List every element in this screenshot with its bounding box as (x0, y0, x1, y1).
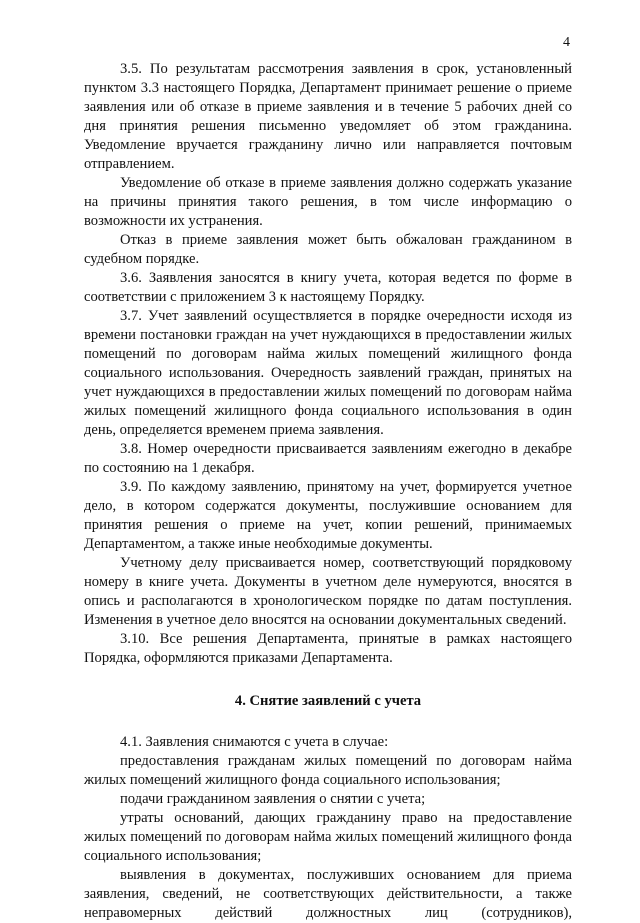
page-number: 4 (563, 35, 570, 50)
paragraph: 3.7. Учет заявлений осуществляется в порядке очередности исходя из времени постановки граждан на учет нуждающихся в предоставлении жилых помещений по договорам найма жилых помещений жилищного фонда социального использования. Очередность заявлений граждан, принятых на учет нуждающихся в предоставлении жилых помещений по договорам найма жилых помещений жилищного фонда социального использования в один день, определяется временем приема заявления. (84, 308, 572, 438)
paragraph: подачи гражданином заявления о снятии с учета; (120, 791, 426, 807)
paragraph: утраты оснований, дающих гражданину право на предоставление жилых помещений по договорам найма жилых помещений жилищного фонда социального использования; (84, 810, 572, 864)
paragraph: 3.8. Номер очередности присваивается заявлениям ежегодно в декабре по состоянию на 1 декабря. (84, 441, 572, 476)
paragraph: Учетному делу присваивается номер, соответствующий порядковому номеру в книге учета. Документы в учетном деле нумеруются, вносятся в опись и располагаются в хронологическом порядке по датам поступления. Изменения в учетное дело вносятся на основании документальных сведений. (84, 555, 572, 628)
paragraph: 3.9. По каждому заявлению, принятому на учет, формируется учетное дело, в котором содержатся документы, послужившие основанием для принятия решения о приеме на учет, копии решений, принимаемых Департаментом, а также иные необходимые документы. (84, 479, 572, 552)
paragraph: предоставления гражданам жилых помещений по договорам найма жилых помещений жилищного фонда социального использования; (84, 753, 572, 788)
paragraph: 3.10. Все решения Департамента, принятые в рамках настоящего Порядка, оформляются приказами Департамента. (84, 631, 572, 666)
paragraph: 4.1. Заявления снимаются с учета в случае: (120, 734, 389, 750)
paragraph: выявления в документах, послуживших основанием для приема заявления, сведений, не соответствующих действительности, а также неправомерных действий должностных лиц (сотрудников), (84, 867, 572, 921)
paragraph: 3.5. По результатам рассмотрения заявления в срок, установленный пунктом 3.3 настоящего Порядка, Департамент принимает решение о приеме заявления или об отказе в приеме заявления и в течение 5 рабочих дней со дня принятия решения письменно уведомляет об этом гражданина. Уведомление вручается гражданину лично или направляется почтовым отправлением. (84, 61, 572, 172)
document-body (84, 60, 572, 923)
paragraph: 3.6. Заявления заносятся в книгу учета, которая ведется по форме в соответствии с приложением 3 к настоящему Порядку. (84, 270, 572, 305)
paragraph: Уведомление об отказе в приеме заявления должно содержать указание на причины принятия такого решения, в том числе информацию о возможности их устранения. (84, 175, 572, 229)
paragraph: Отказ в приеме заявления может быть обжалован гражданином в судебном порядке. (84, 232, 572, 267)
section-heading: 4. Снятие заявлений с учета (234, 693, 422, 709)
